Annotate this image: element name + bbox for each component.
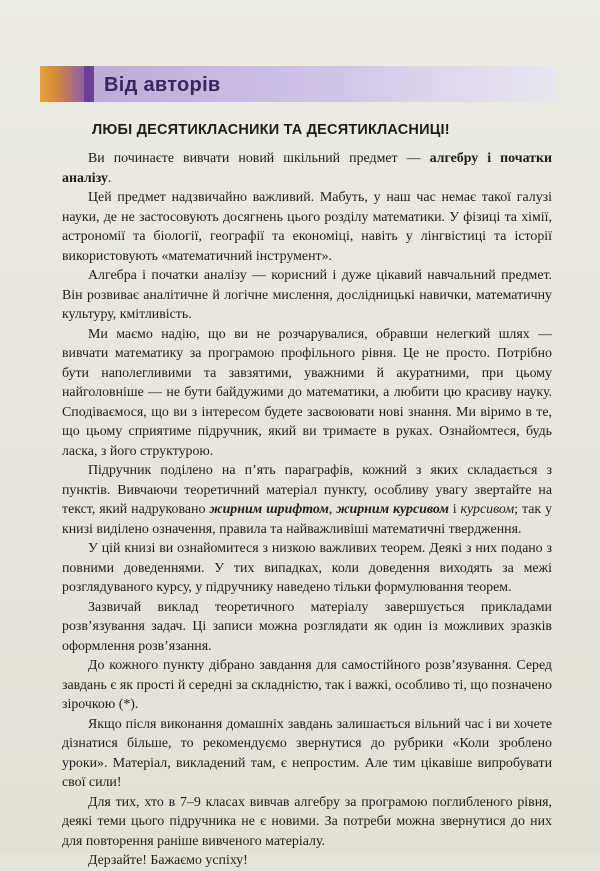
paragraph-4: Ми маємо надію, що ви не розчарувалися, обравши нелегкий шлях — вивчати математику за програмою профільного рівня. Це не просто. Потрібно бути наполегливими та завзятими, уважними й акуратними, при цьому найголовніше — не бути байдужими до математики, а любити цю красиву науку. Сподіваємося, що ви з інтересом будете засвоювати нові знання. Ми віримо в те, що цьому сприятиме підручник, який ви тримаєте в руках. Ознайомтеся, будь ласка, з його структурою. [62,326,552,459]
preface-text [62,149,552,871]
paragraph-9: Якщо після виконання домашніх завдань залишається вільний час і ви хочете дізнатися більше, то рекомендуємо звернутися до рубрики «Коли зроблено уроки». Матеріал, викладений там, є непростим. Але тим цікавіше випробувати свої сили! [62,716,552,790]
paragraph-1 [62,149,552,188]
paragraph-10: Для тих, хто в 7–9 класах вивчав алгебру за програмою поглибленого рівня, деякі теми цього підручника не є новими. За потреби можна звернутися до них для повторення раніше вивченого матеріалу. [62,794,552,849]
banner-tab-decoration [40,66,84,102]
section-title: Від авторів [104,74,221,96]
greeting-heading: ЛЮБІ ДЕСЯТИКЛАСНИКИ ТА ДЕСЯТИКЛАСНИЦІ! [92,122,450,138]
text-run: . [107,170,112,186]
text-run: і [448,502,461,517]
text-run: , [328,502,337,517]
subject-name-bold: алгебру і початки аналізу [62,151,552,186]
paragraph-2: Цей предмет надзвичайно важливий. Мабуть, у наш час немає такої галузі науки, де не застосовують досягнень цього розділу математики. У фізиці та хімії, астрономії та біології, географії та економіці, навіть у лінгвістиці та історії використовують «математичний інструмент». [62,190,552,264]
paragraph-11: Дерзайте! Бажаємо успіху! [88,853,248,868]
paragraph-6: У цій книзі ви ознайомитеся з низкою важливих теорем. Деякі з них подано з повними доведеннями. У тих випадках, коли доведення виходять за межі розглядуваного курсу, у підручнику наведено тільки формулювання теорем. [62,541,552,595]
paragraph-7: Зазвичай виклад теоретичного матеріалу завершується прикладами розв’язування задач. Ці записи можна розглядати як один із можливих зразків оформлення розв’язання. [62,599,552,654]
bold-font-phrase: жирним шрифтом [209,502,329,517]
text-run: Підручник поділено на п’ять параграфів, кожний з яких складається з пунктів. Вивчаючи теоретичний матеріал пункту, особливу увагу звертайте на текст, який надруковано [62,463,552,517]
banner-accent-stripe [84,66,94,102]
text-run: Ви починаєте вивчати новий шкільний предмет — [88,151,430,166]
italic-phrase: курсивом [460,502,515,517]
paragraph-3: Алгебра і початки аналізу — корисний і дуже цікавий навчальний предмет. Він розвиває аналітичне й логічне мислення, дослідницькі навички, математичну культуру, кмітливість. [62,268,552,322]
bold-italic-phrase: жирним курсивом [336,502,449,517]
paragraph-5 [62,461,552,539]
text-run: ; так у книзі виділено означення, правила та найважливіші математичні твердження. [62,502,553,537]
paragraph-8: До кожного пункту дібрано завдання для самостійного розв’язування. Серед завдань є як прості й середні за складністю, так і важкі, особливо ті, що позначено зірочкою (*). [62,658,552,712]
